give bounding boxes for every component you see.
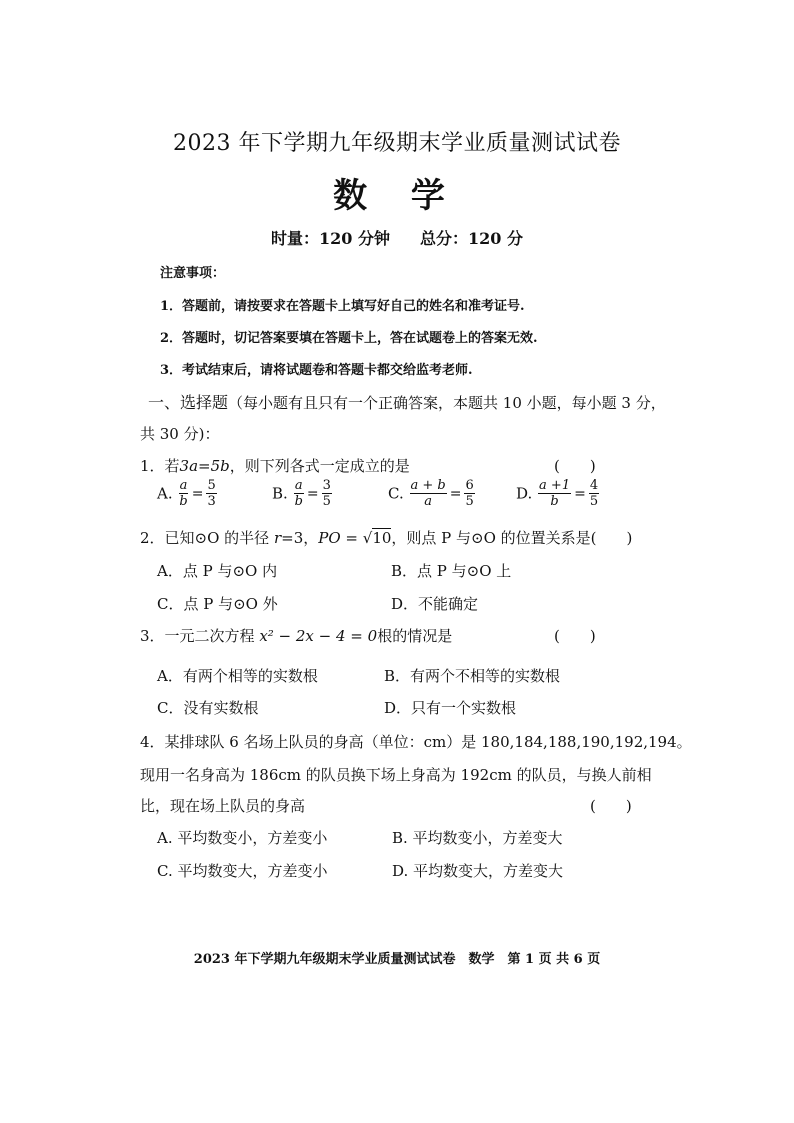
question-4-option-a: A. 平均数变小，方差变小 <box>157 829 328 847</box>
section-desc: （每小题有且只有一个正确答案，本题共 10 小题，每小题 3 分， <box>228 394 666 412</box>
notice-item-1: 1．答题前，请按要求在答题卡上填写好自己的姓名和准考证号. <box>160 299 525 314</box>
page-footer: 2023 年下学期九年级期末学业质量测试试卷 数学 第 1 页 共 6 页 <box>193 952 601 967</box>
notice-item-3: 3．考试结束后，请将试题卷和答题卡都交给监考老师. <box>160 363 473 378</box>
fraction: $\frac{5}{3}$ <box>207 478 216 509</box>
fraction: $\frac{a}{b}$ <box>179 478 188 509</box>
question-4-line-3: 比，现在场上队员的身高 <box>140 797 306 815</box>
exam-title: 2023 年下学期九年级期末学业质量测试试卷 <box>173 131 621 156</box>
question-2-option-a: A．点 P 与⊙O 内 <box>157 562 278 580</box>
question-2-stem: 2．已知⊙O 的半径 r=3，PO = √10，则点 P 与⊙O 的位置关系是( ) <box>140 529 633 547</box>
question-4-line-1: 4．某排球队 6 名场上队员的身高（单位：cm）是 180,184,188,190,192,194。 <box>140 733 692 751</box>
fraction: $\frac{6}{5}$ <box>465 478 474 509</box>
question-1-stem: 1．若3a=5b，则下列各式一定成立的是 <box>140 457 410 475</box>
total-score: 总分：120 分 <box>420 229 523 248</box>
question-3-answer-slot: ( ) <box>554 627 596 645</box>
equation: x² − 2x − 4 = 0 <box>259 627 378 645</box>
question-2-option-d: D．不能确定 <box>391 595 479 613</box>
subject-title: 数 学 <box>333 176 461 216</box>
question-1-option-a: A. $\frac{a}{b}$ = $\frac{5}{3}$ <box>157 478 216 509</box>
fraction: $\frac{4}{5}$ <box>589 478 599 509</box>
notice-item-2: 2．答题时，切记答案要填在答题卡上，答在试题卷上的答案无效. <box>160 331 538 346</box>
notice-heading: 注意事项： <box>160 266 226 281</box>
fraction: $\frac{3}{5}$ <box>322 478 331 509</box>
fraction: $\frac{a}{b}$ <box>294 478 303 509</box>
section-title: 一、选择题 <box>148 393 229 412</box>
question-3-stem: 3．一元二次方程 x² − 2x − 4 = 0根的情况是 <box>140 627 453 645</box>
question-4-option-d: D. 平均数变大，方差变大 <box>392 862 564 880</box>
question-2-option-c: C．点 P 与⊙O 外 <box>157 595 278 613</box>
question-3-option-b: B．有两个不相等的实数根 <box>384 667 561 685</box>
question-4-answer-slot: ( ) <box>590 797 632 815</box>
time-limit: 时量：120 分钟 <box>271 229 390 248</box>
section-heading <box>148 390 666 413</box>
section-desc-cont: 共 30 分)： <box>140 425 220 443</box>
question-2-option-b: B．点 P 与⊙O 上 <box>391 562 512 580</box>
question-3-option-a: A．有两个相等的实数根 <box>157 667 318 685</box>
question-1-answer-slot: ( ) <box>554 457 596 475</box>
fraction: $\frac{a +1}{b}$ <box>539 478 571 509</box>
question-4-option-b: B. 平均数变小，方差变大 <box>392 829 563 847</box>
question-3-option-c: C．没有实数根 <box>157 699 259 717</box>
question-1-option-c: C. $\frac{a + b}{a}$ = $\frac{6}{5}$ <box>388 478 474 509</box>
question-4-line-2: 现用一名身高为 186cm 的队员换下场上身高为 192cm 的队员，与换人前相 <box>140 766 652 784</box>
question-3-option-d: D．只有一个实数根 <box>384 699 517 717</box>
question-1-option-b: B. $\frac{a}{b}$ = $\frac{3}{5}$ <box>272 478 331 509</box>
sqrt-sign: √ <box>362 529 373 547</box>
exam-meta <box>0 226 794 249</box>
question-1-option-d: D. $\frac{a +1}{b}$ = $\frac{4}{5}$ <box>516 478 599 509</box>
question-4-option-c: C. 平均数变大，方差变小 <box>157 862 328 880</box>
fraction: $\frac{a + b}{a}$ <box>410 478 446 509</box>
